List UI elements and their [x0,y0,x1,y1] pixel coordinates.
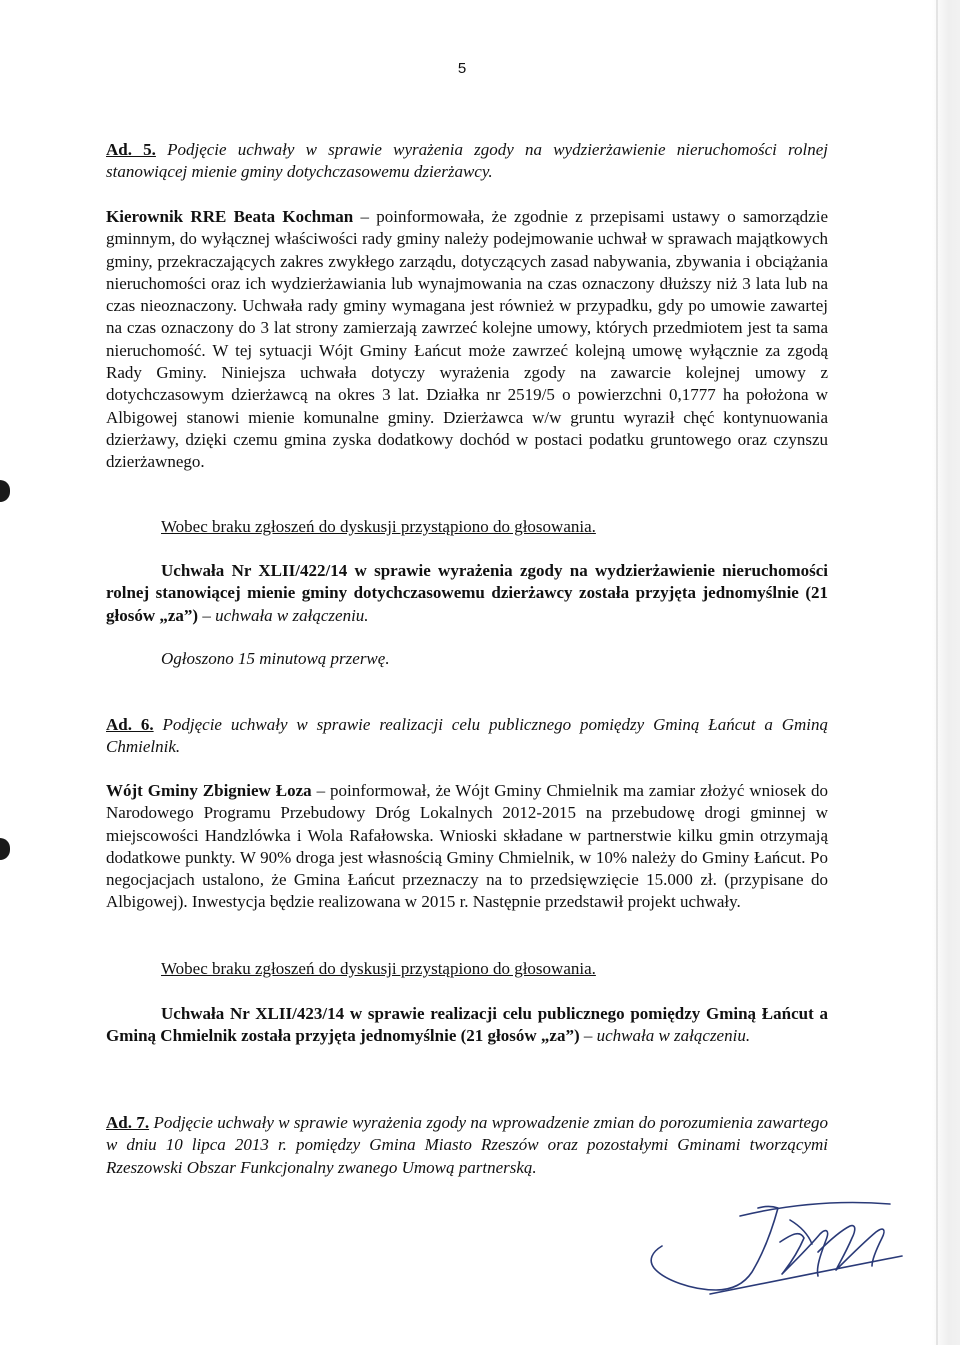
ad5-resolution-tail: – uchwała w załączeniu. [198,605,369,625]
ad6-heading [106,714,828,759]
ad6-vote-note: Wobec braku zgłoszeń do dyskusji przystąpiono do głosowania. [161,959,596,978]
ad7-number: Ad. 7. [106,1113,150,1132]
ad6-body-text: – poinformował, że Wójt Gminy Chmielnik ma zamiar złożyć wniosek do Narodowego Programu Przebudowy Dróg Lokalnych 2012-2015 na przebudowę drogi gminnej w miejscowości Handzlówka i Wola Rafałowska. Wnioski składane w partnerstwie kilku gmin otrzymają dodatkowe punkty. W 90% droga jest własnością Gminy Chmielnik, w 10% należy do Gminy Łańcut. Po negocjacjach ustalono, że Gmina Łańcut przeznaczy na to przedsięwzięcie 15.000 zł. (przypisane do Albigowej). Inwestycja będzie realizowana w 2015 r. Następnie przedstawił projekt uchwały. [106,781,829,912]
ad6-speaker: Wójt Gminy Zbigniew Łoza [106,781,312,800]
ad5-number: Ad. 5. [106,140,156,159]
ad5-heading [106,139,828,184]
punch-hole-mark [0,480,10,502]
ad7-heading [106,1112,828,1179]
ad5-title: Podjęcie uchwały w sprawie wyrażenia zgody na wydzierżawienie nieruchomości rolnej stanowiącej mienie gminy dotychczasowemu dzierżawcy. [106,140,829,182]
ad5-speaker: Kierownik RRE Beata Kochman [106,207,354,226]
ad5-body-text: – poinformowała, że zgodnie z przepisami ustawy o samorządzie gminnym, do wyłącznej właściwości rady gminy należy podejmowanie uchwał w sprawach majątkowych gminy, przekraczających zakres zwykłego zarządu, dotyczących zasad nabywania, zbywania i obciążania nieruchomości oraz ich wydzierżawiania lub wynajmowania na czas oznaczony dłuższy niż 3 lata lub na czas nieoznaczony. Uchwała rady gminy wymagana jest również w przypadku, gdy po umowie zawartej na czas oznaczony do 3 lat strony zamierzają zawrzeć kolejne umowy, których przedmiotem jest ta sama nieruchomość. W tej sytuacji Wójt Gminy Łańcut może zawrzeć kolejną umowę wyłącznie za zgodą Rady Gminy. Niniejsza uchwała dotyczy wyrażenia zgody na zawarcie kolejnej umowy z dotychczasowym dzierżawcą na okres 3 lat. Działka nr 2519/5 o powierzchni 0,1777 ha położona w Albigowej stanowi mienie komunalne gminy. Dzierżawca w/w gruntu wyraził chęć kontynuowania dzierżawy, dzięki czemu gmina zyska dodatkowy dochód w postaci podatku gruntowego oraz czynszu dzierżawnego. [106,207,828,472]
ad5-break-note: Ogłoszono 15 minutową przerwę. [161,649,390,668]
ad6-number: Ad. 6. [106,715,154,734]
page-number: 5 [457,60,467,77]
ad7-title: Podjęcie uchwały w sprawie wyrażenia zgody na wprowadzenie zmian do porozumienia zawartego w dniu 10 lipca 2013 r. pomiędzy Gmina Miasto Rzeszów oraz pozostałymi Gminami tworzącymi Rzeszowski Obszar Funkcjonalny zwanego Umową partnerską. [106,1113,829,1177]
punch-hole-mark [0,838,10,860]
page-edge-shadow [932,0,960,1345]
ad5-vote-note: Wobec braku zgłoszeń do dyskusji przystąpiono do głosowania. [161,517,596,536]
handwritten-signature [640,1190,940,1300]
ad6-body [106,780,828,914]
ad6-resolution-text: Uchwała Nr XLII/423/14 w sprawie realizacji celu publicznego pomiędzy Gminą Łańcut a Gminą Chmielnik została przyjęta jednomyślnie (21 głosów „za”) [106,1004,828,1046]
ad5-resolution [106,560,828,627]
ad6-resolution [106,1003,828,1048]
ad5-resolution-text: Uchwała Nr XLII/422/14 w sprawie wyrażenia zgody na wydzierżawienie nieruchomości rolnej stanowiącej mienie gminy dotychczasowemu dzierżawcy została przyjęta jednomyślnie (21 głosów „za”) [106,561,828,625]
ad6-title: Podjęcie uchwały w sprawie realizacji celu publicznego pomiędzy Gminą Łańcut a Gminą Chmielnik. [106,715,829,757]
ad5-body [106,206,828,474]
ad6-resolution-tail: – uchwała w załączeniu. [579,1026,751,1046]
